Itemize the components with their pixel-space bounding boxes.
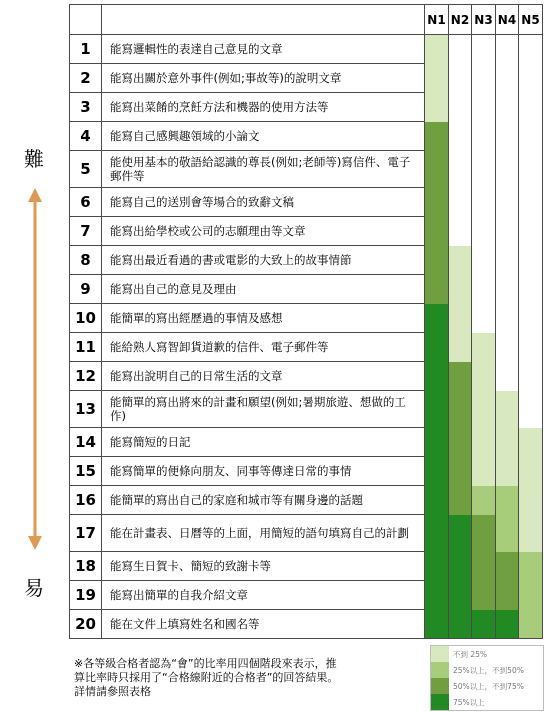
level-cell-n5: [519, 486, 543, 515]
table-row: [70, 552, 543, 581]
row-number: 7: [70, 217, 102, 246]
legend-item: [431, 662, 543, 678]
footnote-line-2: 算比率時只採用了“合格線附近的合格者”的回答結果。: [74, 671, 339, 684]
level-cell-n1: [425, 122, 449, 151]
level-cell-n5: [519, 333, 543, 362]
table-header-row: [70, 5, 543, 35]
level-cell-n4: [496, 552, 519, 581]
row-description: 能寫出最近看過的書或電影的大致上的故事情節: [102, 246, 425, 275]
row-number: 3: [70, 93, 102, 122]
level-cell-n4: [496, 333, 519, 362]
level-cell-n2: [449, 246, 472, 275]
level-cell-n2: [449, 552, 472, 581]
level-cell-n5: [519, 246, 543, 275]
level-cell-n5: [519, 362, 543, 391]
table-row: [70, 333, 543, 362]
level-cell-n2: [449, 93, 472, 122]
header-n5: N5: [519, 5, 543, 35]
level-cell-n4: [496, 428, 519, 457]
level-cell-n5: [519, 35, 543, 64]
header-n1: N1: [425, 5, 449, 35]
level-cell-n5: [519, 552, 543, 581]
row-number: 17: [70, 515, 102, 552]
color-legend: [430, 645, 544, 711]
level-cell-n4: [496, 457, 519, 486]
level-cell-n3: [472, 486, 496, 515]
level-cell-n4: [496, 486, 519, 515]
row-description: 能寫出關於意外事件(例如;事故等)的說明文章: [102, 64, 425, 93]
level-cell-n3: [472, 552, 496, 581]
row-number: 14: [70, 428, 102, 457]
row-description: 能在計畫表、日曆等的上面，用簡短的語句填寫自己的計劃: [102, 515, 425, 552]
level-cell-n1: [425, 35, 449, 64]
level-cell-n1: [425, 275, 449, 304]
level-cell-n4: [496, 64, 519, 93]
level-cell-n5: [519, 151, 543, 188]
table-row: [70, 93, 543, 122]
row-description: 能寫邏輯性的表達自己意見的文章: [102, 35, 425, 64]
row-description: 能寫出說明自己的日常生活的文章: [102, 362, 425, 391]
table-row: [70, 35, 543, 64]
level-cell-n4: [496, 122, 519, 151]
row-description: 能寫簡單的便條向朋友、同事等傳達日常的事情: [102, 457, 425, 486]
row-number: 5: [70, 151, 102, 188]
level-cell-n4: [496, 217, 519, 246]
header-n3: N3: [472, 5, 496, 35]
row-number: 16: [70, 486, 102, 515]
legend-label: 不到 25%: [453, 650, 488, 659]
level-cell-n4: [496, 188, 519, 217]
level-cell-n3: [472, 35, 496, 64]
row-number: 18: [70, 552, 102, 581]
legend-item: [431, 678, 543, 694]
level-cell-n2: [449, 428, 472, 457]
level-cell-n2: [449, 333, 472, 362]
table-row: [70, 188, 543, 217]
legend-swatch: [431, 646, 449, 662]
level-cell-n2: [449, 64, 472, 93]
row-description: 能寫出自己的意見及理由: [102, 275, 425, 304]
level-cell-n5: [519, 217, 543, 246]
level-cell-n5: [519, 391, 543, 428]
level-cell-n5: [519, 93, 543, 122]
table-row: [70, 64, 543, 93]
table-row: [70, 304, 543, 333]
level-cell-n1: [425, 362, 449, 391]
level-cell-n4: [496, 35, 519, 64]
legend-item: [431, 694, 543, 710]
row-description: 能在文件上填寫姓名和國名等: [102, 610, 425, 639]
legend-item: [431, 646, 543, 662]
table-row: [70, 610, 543, 639]
table-row: [70, 428, 543, 457]
level-cell-n1: [425, 188, 449, 217]
level-cell-n2: [449, 391, 472, 428]
level-cell-n3: [472, 275, 496, 304]
row-description: 能寫出給學校或公司的志願理由等文章: [102, 217, 425, 246]
level-cell-n4: [496, 391, 519, 428]
row-number: 11: [70, 333, 102, 362]
level-cell-n4: [496, 610, 519, 639]
level-cell-n3: [472, 457, 496, 486]
footnote: [74, 657, 404, 699]
legend-swatch: [431, 678, 449, 694]
level-cell-n2: [449, 122, 472, 151]
level-cell-n2: [449, 217, 472, 246]
row-number: 2: [70, 64, 102, 93]
header-description-cell: [102, 5, 425, 35]
row-description: 能使用基本的敬語給認識的尊長(例如;老師等)寫信件、電子郵件等: [102, 151, 425, 188]
row-number: 19: [70, 581, 102, 610]
footnote-line-3: 詳情請參照表格: [74, 685, 151, 698]
row-number: 10: [70, 304, 102, 333]
row-description: 能給熟人寫智卸貨道歉的信件、電子郵件等: [102, 333, 425, 362]
level-cell-n4: [496, 304, 519, 333]
row-description: 能簡單的寫出將來的計畫和願望(例如;暑期旅遊、想做的工作): [102, 391, 425, 428]
row-description: 能寫出菜餚的烹飪方法和機器的使用方法等: [102, 93, 425, 122]
level-cell-n3: [472, 362, 496, 391]
row-description: 能寫生日賀卡、簡短的致謝卡等: [102, 552, 425, 581]
table-row: [70, 275, 543, 304]
legend-swatch: [431, 694, 449, 710]
level-cell-n3: [472, 391, 496, 428]
table-row: [70, 581, 543, 610]
level-cell-n2: [449, 362, 472, 391]
level-cell-n1: [425, 93, 449, 122]
level-cell-n1: [425, 515, 449, 552]
legend-label: 25%以上，不到50%: [453, 666, 524, 675]
level-cell-n4: [496, 246, 519, 275]
row-number: 12: [70, 362, 102, 391]
legend-label: 75%以上: [453, 698, 485, 707]
legend-label: 50%以上，不到75%: [453, 682, 524, 691]
level-cell-n5: [519, 428, 543, 457]
row-number: 4: [70, 122, 102, 151]
level-cell-n2: [449, 515, 472, 552]
table-row: [70, 486, 543, 515]
level-cell-n1: [425, 217, 449, 246]
table-row: [70, 246, 543, 275]
row-description: 能簡單的寫出自己的家庭和城市等有關身邊的話題: [102, 486, 425, 515]
level-cell-n5: [519, 122, 543, 151]
row-number: 20: [70, 610, 102, 639]
level-cell-n2: [449, 486, 472, 515]
header-number-cell: [70, 5, 102, 35]
table-row: [70, 457, 543, 486]
table-row: [70, 217, 543, 246]
row-number: 1: [70, 35, 102, 64]
level-cell-n1: [425, 64, 449, 93]
footnote-line-1: ※各等級合格者認為“會”的比率用四個階段來表示，推: [74, 657, 337, 670]
level-cell-n2: [449, 304, 472, 333]
level-cell-n3: [472, 304, 496, 333]
legend-swatch: [431, 662, 449, 678]
difficulty-hard-label: 難: [24, 147, 44, 171]
table-row: [70, 151, 543, 188]
row-description: 能簡單的寫出經歷過的事情及感想: [102, 304, 425, 333]
level-cell-n3: [472, 64, 496, 93]
level-cell-n5: [519, 275, 543, 304]
level-cell-n5: [519, 610, 543, 639]
row-description: 能寫簡短的日記: [102, 428, 425, 457]
level-cell-n3: [472, 188, 496, 217]
row-description: 能寫自己的送別會等場合的致辭文稿: [102, 188, 425, 217]
level-cell-n4: [496, 515, 519, 552]
table-row: [70, 515, 543, 552]
row-number: 6: [70, 188, 102, 217]
level-cell-n3: [472, 151, 496, 188]
table-row: [70, 362, 543, 391]
level-cell-n4: [496, 275, 519, 304]
level-cell-n1: [425, 428, 449, 457]
level-cell-n3: [472, 581, 496, 610]
row-description: 能寫出簡單的自我介紹文章: [102, 581, 425, 610]
level-cell-n1: [425, 151, 449, 188]
row-number: 13: [70, 391, 102, 428]
can-do-table: [69, 4, 543, 639]
level-cell-n2: [449, 581, 472, 610]
level-cell-n3: [472, 246, 496, 275]
level-cell-n2: [449, 457, 472, 486]
level-cell-n2: [449, 610, 472, 639]
header-n2: N2: [449, 5, 472, 35]
row-number: 8: [70, 246, 102, 275]
level-cell-n4: [496, 151, 519, 188]
difficulty-arrow-icon: [22, 186, 48, 552]
level-cell-n5: [519, 515, 543, 552]
level-cell-n2: [449, 151, 472, 188]
level-cell-n2: [449, 188, 472, 217]
level-cell-n1: [425, 581, 449, 610]
level-cell-n1: [425, 246, 449, 275]
table-row: [70, 122, 543, 151]
level-cell-n3: [472, 122, 496, 151]
table-row: [70, 391, 543, 428]
row-description: 能寫自己感興趣領域的小論文: [102, 122, 425, 151]
level-cell-n1: [425, 610, 449, 639]
level-cell-n3: [472, 610, 496, 639]
difficulty-easy-label: 易: [24, 576, 44, 600]
level-cell-n3: [472, 93, 496, 122]
row-number: 15: [70, 457, 102, 486]
level-cell-n3: [472, 333, 496, 362]
level-cell-n5: [519, 64, 543, 93]
level-cell-n2: [449, 35, 472, 64]
level-cell-n5: [519, 457, 543, 486]
level-cell-n2: [449, 275, 472, 304]
level-cell-n5: [519, 188, 543, 217]
level-cell-n1: [425, 391, 449, 428]
level-cell-n1: [425, 333, 449, 362]
row-number: 9: [70, 275, 102, 304]
header-n4: N4: [496, 5, 519, 35]
level-cell-n5: [519, 304, 543, 333]
level-cell-n3: [472, 515, 496, 552]
level-cell-n4: [496, 581, 519, 610]
level-cell-n1: [425, 486, 449, 515]
level-cell-n1: [425, 457, 449, 486]
level-cell-n3: [472, 428, 496, 457]
level-cell-n3: [472, 217, 496, 246]
level-cell-n1: [425, 304, 449, 333]
level-cell-n5: [519, 581, 543, 610]
level-cell-n4: [496, 93, 519, 122]
level-cell-n1: [425, 552, 449, 581]
level-cell-n4: [496, 362, 519, 391]
